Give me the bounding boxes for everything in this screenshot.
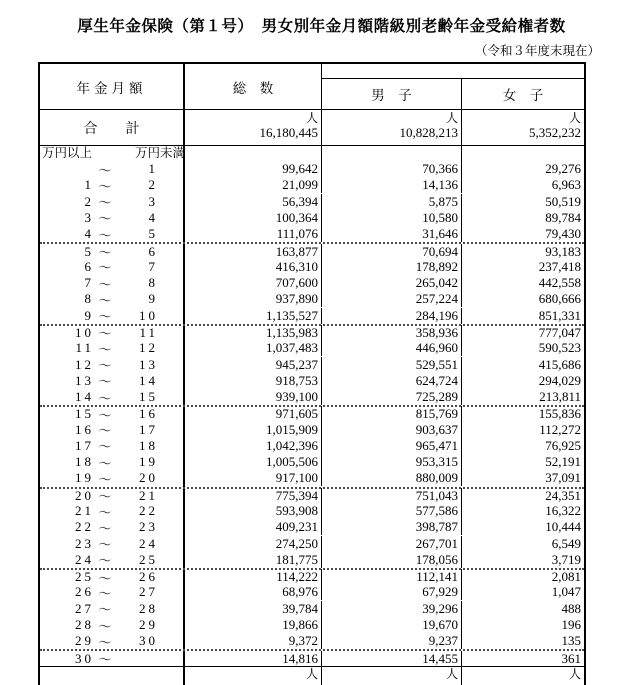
female-value: 361 <box>561 650 581 666</box>
range-cell <box>40 210 185 226</box>
range-cell <box>40 422 185 438</box>
female-value: 79,430 <box>545 226 581 242</box>
range-cell <box>40 291 185 307</box>
range-upper: 2 <box>148 177 158 193</box>
female-value: 24,351 <box>545 487 581 503</box>
range-cell <box>40 161 185 177</box>
range-upper: 10 <box>139 307 158 323</box>
range-tilde: ～ <box>98 489 112 505</box>
male-value: 267,701 <box>322 536 462 552</box>
total-value: 707,600 <box>185 275 322 291</box>
table-row <box>40 210 584 226</box>
range-cell <box>40 535 185 551</box>
table-row <box>40 340 584 356</box>
male-value: 953,315 <box>322 454 462 470</box>
male-value: 70,366 <box>322 161 462 177</box>
range-cell <box>40 519 185 535</box>
range-cell <box>40 177 185 193</box>
female-value: 89,784 <box>545 209 581 225</box>
table-header-row <box>40 64 584 110</box>
female-value: 10,444 <box>545 519 581 535</box>
female-value: 37,091 <box>545 470 581 486</box>
range-tilde: ～ <box>98 471 112 487</box>
range-cell <box>40 308 185 324</box>
table-row <box>40 519 584 535</box>
female-value: 135 <box>561 633 581 649</box>
range-tilde: ～ <box>98 358 112 374</box>
col-header-total: 総 数 <box>185 64 322 109</box>
range-upper: 6 <box>148 243 158 259</box>
male-value: 284,196 <box>322 308 462 324</box>
range-note-upper: 万円未満 <box>134 146 185 160</box>
total-value: 1,015,909 <box>185 422 322 438</box>
male-value: 880,009 <box>322 470 462 486</box>
range-lower: 12 <box>75 356 94 372</box>
pension-table <box>38 62 586 685</box>
total-value: 68,976 <box>185 584 322 600</box>
total-value: 99,642 <box>185 161 322 177</box>
table-row <box>40 373 584 389</box>
total-value: 111,076 <box>185 226 322 242</box>
female-value: 6,963 <box>551 177 581 193</box>
range-lower: 8 <box>84 291 94 307</box>
page-title: 厚生年金保険（第１号） 男女別年金月額階級別老齢年金受給権者数 <box>77 18 566 35</box>
total-value: 39,784 <box>185 601 322 617</box>
grand-total-row <box>40 110 584 146</box>
range-lower: 7 <box>84 275 94 291</box>
total-value: 939,100 <box>185 389 322 405</box>
range-cell <box>40 340 185 356</box>
range-lower: 26 <box>75 584 94 600</box>
next-section-sliver <box>40 666 584 685</box>
range-tilde: ～ <box>98 195 112 211</box>
total-male-value: 10,828,213 <box>399 125 458 140</box>
total-value: 409,231 <box>185 519 322 535</box>
female-value: 237,418 <box>538 258 581 274</box>
female-value: 50,519 <box>545 193 581 209</box>
male-value: 446,960 <box>322 340 462 356</box>
total-value: 945,237 <box>185 357 322 373</box>
table-row <box>40 633 584 649</box>
total-value: 1,135,527 <box>185 308 322 324</box>
range-upper: 30 <box>139 633 158 649</box>
female-value: 52,191 <box>545 454 581 470</box>
table-row <box>40 438 584 454</box>
total-value: 19,866 <box>185 617 322 633</box>
range-upper: 20 <box>139 470 158 486</box>
total-value: 21,099 <box>185 177 322 193</box>
table-row <box>40 601 584 617</box>
male-value: 398,787 <box>322 519 462 535</box>
range-upper: 21 <box>139 487 158 503</box>
range-upper: 3 <box>148 193 158 209</box>
table-row <box>40 487 584 503</box>
range-upper: 1 <box>148 161 158 177</box>
table-row <box>40 177 584 193</box>
range-tilde: ～ <box>98 553 112 569</box>
female-value: 415,686 <box>538 356 581 372</box>
range-lower: 29 <box>75 633 94 649</box>
total-value: 1,135,983 <box>185 325 322 341</box>
male-value: 31,646 <box>322 226 462 242</box>
range-cell <box>40 633 185 649</box>
range-tilde: ～ <box>98 537 112 553</box>
range-tilde: ～ <box>98 504 112 520</box>
range-upper: 8 <box>148 275 158 291</box>
range-cell <box>40 650 185 668</box>
range-tilde: ～ <box>98 618 112 634</box>
range-upper: 14 <box>139 372 158 388</box>
table-row <box>40 422 584 438</box>
range-cell <box>40 275 185 291</box>
range-lower: 30 <box>75 650 94 666</box>
female-value: 29,276 <box>545 161 581 177</box>
table-row <box>40 535 584 551</box>
range-lower: 17 <box>75 437 94 453</box>
male-value: 725,289 <box>322 389 462 405</box>
unit-label: 人 <box>568 666 581 681</box>
female-value: 196 <box>561 617 581 633</box>
total-value: 100,364 <box>185 210 322 226</box>
col-header-pension-amount: 年金月額 <box>40 64 185 109</box>
range-lower: 28 <box>75 617 94 633</box>
male-value: 815,769 <box>322 406 462 422</box>
range-upper: 4 <box>148 209 158 225</box>
male-value: 10,580 <box>322 210 462 226</box>
range-tilde: ～ <box>98 570 112 586</box>
range-upper: 23 <box>139 519 158 535</box>
gender-header-group <box>322 64 584 109</box>
range-lower: 15 <box>75 406 94 422</box>
range-cell <box>40 373 185 389</box>
range-lower: 5 <box>84 243 94 259</box>
range-tilde: ～ <box>98 292 112 308</box>
unit-label: 人 <box>445 111 458 125</box>
range-tilde: ～ <box>98 309 112 325</box>
female-value: 112,272 <box>539 421 581 437</box>
range-cell <box>40 503 185 519</box>
range-upper: 17 <box>139 421 158 437</box>
range-upper: 24 <box>139 535 158 551</box>
range-upper: 26 <box>139 569 158 585</box>
total-value: 917,100 <box>185 470 322 486</box>
total-value: 274,250 <box>185 536 322 552</box>
table-row <box>40 275 584 291</box>
range-cell <box>40 454 185 470</box>
range-tilde: ～ <box>98 341 112 357</box>
female-value: 93,183 <box>545 243 581 259</box>
table-row <box>40 454 584 470</box>
table-row <box>40 405 584 421</box>
range-lower: 25 <box>75 569 94 585</box>
male-value: 529,551 <box>322 357 462 373</box>
total-value: 918,753 <box>185 373 322 389</box>
range-lower: 6 <box>84 258 94 274</box>
range-lower: 20 <box>75 487 94 503</box>
range-tilde: ～ <box>98 178 112 194</box>
range-cell <box>40 356 185 372</box>
range-upper: 18 <box>139 437 158 453</box>
range-tilde: ～ <box>98 423 112 439</box>
table-row <box>40 568 584 584</box>
female-value: 155,836 <box>538 406 581 422</box>
table-row <box>40 389 584 405</box>
total-value: 593,908 <box>185 503 322 519</box>
range-cell <box>40 552 185 568</box>
male-value: 178,892 <box>322 259 462 275</box>
range-tilde: ～ <box>98 439 112 455</box>
male-value: 14,455 <box>322 651 462 667</box>
range-upper: 27 <box>139 584 158 600</box>
range-lower: 16 <box>75 421 94 437</box>
range-lower: 3 <box>84 209 94 225</box>
male-value: 67,929 <box>322 584 462 600</box>
male-value: 39,296 <box>322 601 462 617</box>
range-upper: 19 <box>139 454 158 470</box>
female-value: 442,558 <box>538 275 581 291</box>
table-row <box>40 226 584 242</box>
male-value: 19,670 <box>322 617 462 633</box>
male-value: 751,043 <box>322 488 462 504</box>
range-upper: 13 <box>139 356 158 372</box>
range-upper: 9 <box>148 291 158 307</box>
table-row <box>40 259 584 275</box>
table-row <box>40 291 584 307</box>
date-note: （令和３年度末現在） <box>474 44 600 58</box>
total-female-value: 5,352,232 <box>529 125 581 140</box>
total-value: 775,394 <box>185 488 322 504</box>
total-value: 181,775 <box>185 552 322 568</box>
range-tilde: ～ <box>98 326 112 342</box>
total-value: 114,222 <box>185 569 322 585</box>
male-value: 903,637 <box>322 422 462 438</box>
range-cell <box>40 259 185 275</box>
total-value: 9,372 <box>185 633 322 649</box>
range-cell <box>40 617 185 633</box>
total-value: 14,816 <box>185 651 322 667</box>
female-value: 777,047 <box>538 324 581 340</box>
female-value: 3,719 <box>551 551 581 567</box>
total-value: 1,005,506 <box>185 454 322 470</box>
male-value: 112,141 <box>322 569 462 585</box>
range-lower: 9 <box>84 307 94 323</box>
male-value: 257,224 <box>322 291 462 307</box>
female-value: 76,925 <box>545 437 581 453</box>
total-value: 1,042,396 <box>185 438 322 454</box>
male-value: 577,586 <box>322 503 462 519</box>
range-lower: 2 <box>84 193 94 209</box>
range-upper: 5 <box>148 226 158 242</box>
total-value: 937,890 <box>185 291 322 307</box>
table-row <box>40 649 584 668</box>
male-value: 14,136 <box>322 177 462 193</box>
total-row-label: 合 計 <box>40 110 185 145</box>
range-note-lower: 万円以上 <box>42 146 93 160</box>
range-upper: 25 <box>139 551 158 567</box>
range-tilde: ～ <box>98 652 112 668</box>
range-tilde: ～ <box>98 602 112 618</box>
unit-label: 人 <box>568 111 581 125</box>
male-value: 965,471 <box>322 438 462 454</box>
range-tilde: ～ <box>98 227 112 243</box>
range-upper: 15 <box>139 389 158 405</box>
range-upper: 28 <box>139 600 158 616</box>
range-note-row <box>40 146 584 161</box>
range-tilde: ～ <box>98 276 112 292</box>
total-value: 416,310 <box>185 259 322 275</box>
range-lower: 23 <box>75 535 94 551</box>
range-cell <box>40 194 185 210</box>
range-cell <box>40 601 185 617</box>
range-upper: 16 <box>139 406 158 422</box>
range-upper: 22 <box>139 503 158 519</box>
male-value: 624,724 <box>322 373 462 389</box>
range-cell <box>40 584 185 600</box>
female-value: 680,666 <box>538 291 581 307</box>
female-value: 488 <box>561 600 581 616</box>
range-tilde: ～ <box>98 260 112 276</box>
female-value: 590,523 <box>538 340 581 356</box>
gender-header-spacer <box>322 64 584 78</box>
table-row <box>40 161 584 177</box>
range-tilde: ～ <box>98 455 112 471</box>
female-value: 294,029 <box>538 372 581 388</box>
male-value: 9,237 <box>322 633 462 649</box>
range-tilde: ～ <box>98 211 112 227</box>
female-value: 1,047 <box>551 584 581 600</box>
range-lower: 14 <box>75 389 94 405</box>
range-lower: 19 <box>75 470 94 486</box>
table-row <box>40 617 584 633</box>
range-cell <box>40 470 185 486</box>
range-tilde: ～ <box>98 245 112 261</box>
col-header-male: 男 子 <box>322 79 462 109</box>
table-row <box>40 470 584 486</box>
range-lower: 13 <box>75 372 94 388</box>
table-row <box>40 242 584 261</box>
range-upper: 11 <box>139 324 158 340</box>
total-value: 56,394 <box>185 194 322 210</box>
col-header-female: 女 子 <box>502 88 544 103</box>
unit-label: 人 <box>305 111 318 125</box>
range-upper: 29 <box>139 617 158 633</box>
range-tilde: ～ <box>98 162 112 178</box>
table-row <box>40 584 584 600</box>
female-value: 16,322 <box>545 503 581 519</box>
male-value: 178,056 <box>322 552 462 568</box>
male-value: 358,936 <box>322 325 462 341</box>
total-value: 163,877 <box>185 244 322 260</box>
range-lower: 11 <box>75 340 94 356</box>
unit-label: 人 <box>305 666 318 681</box>
range-lower: 27 <box>75 600 94 616</box>
range-cell <box>40 226 185 242</box>
female-value: 2,081 <box>551 569 581 585</box>
range-lower: 4 <box>84 226 94 242</box>
range-tilde: ～ <box>98 374 112 390</box>
range-tilde: ～ <box>98 634 112 650</box>
data-rows <box>40 161 584 666</box>
range-upper: 7 <box>148 258 158 274</box>
range-tilde: ～ <box>98 407 112 423</box>
male-value: 70,694 <box>322 244 462 260</box>
range-lower: 24 <box>75 551 94 567</box>
male-value: 265,042 <box>322 275 462 291</box>
female-value: 213,811 <box>539 389 581 405</box>
range-lower: 22 <box>75 519 94 535</box>
female-value: 6,549 <box>551 535 581 551</box>
total-value: 971,605 <box>185 406 322 422</box>
range-upper: 12 <box>139 340 158 356</box>
table-row <box>40 324 584 340</box>
table-row <box>40 308 584 324</box>
male-value: 5,875 <box>322 194 462 210</box>
total-all-value: 16,180,445 <box>259 125 318 140</box>
range-cell <box>40 389 185 405</box>
range-tilde: ～ <box>98 585 112 601</box>
table-row <box>40 503 584 519</box>
range-lower: 10 <box>75 324 94 340</box>
total-value: 1,037,483 <box>185 340 322 356</box>
table-row <box>40 194 584 210</box>
unit-label: 人 <box>445 666 458 681</box>
range-lower: 21 <box>75 503 94 519</box>
range-lower: 18 <box>75 454 94 470</box>
range-tilde: ～ <box>98 390 112 406</box>
range-tilde: ～ <box>98 520 112 536</box>
range-cell <box>40 438 185 454</box>
range-lower: 1 <box>84 177 94 193</box>
female-value: 851,331 <box>538 307 581 323</box>
table-row <box>40 552 584 568</box>
table-row <box>40 356 584 372</box>
